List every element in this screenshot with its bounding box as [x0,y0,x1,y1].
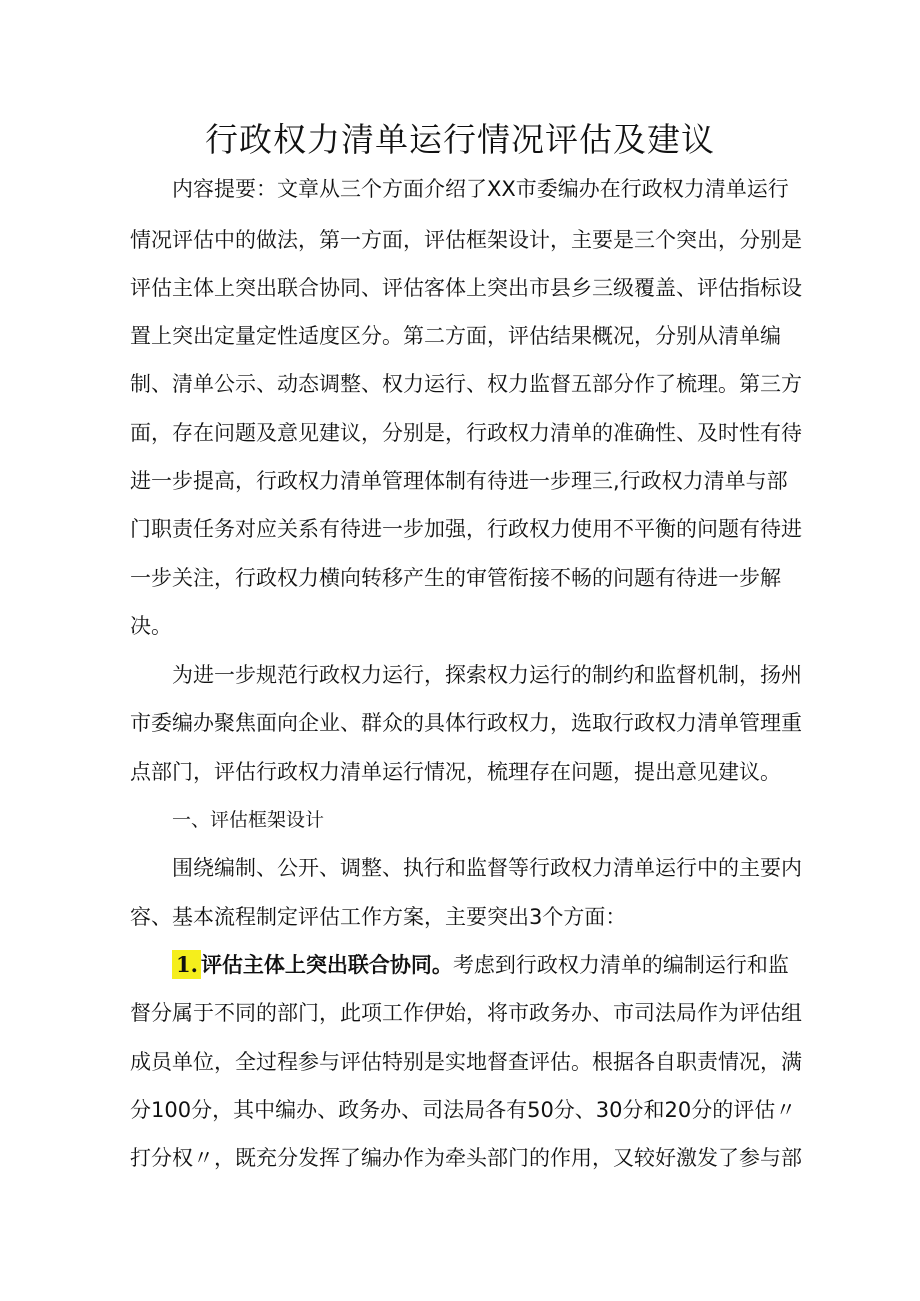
document-title: 行政权力清单运行情况评估及建议 [205,120,715,159]
abstract-line: 决。 [130,614,172,638]
abstract-line: 进一步提高，行政权力清单管理体制有待进一步理三,行政权力清单与部 [130,469,788,493]
item-first-line-rest: 考虑到行政权力清单的编制运行和监 [452,953,789,977]
item-number-highlight: 1. [172,950,201,979]
section-heading: 一、评估框架设计 [172,809,325,831]
item1-first-line [172,948,789,982]
intro-line: 市委编办聚焦面向企业、群众的具体行政权力，选取行政权力清单管理重 [130,711,802,735]
intro-line: 点部门，评估行政权力清单运行情况，梳理存在问题，提出意见建议。 [130,760,781,784]
item1-line: 打分权〃，既充分发挥了编办作为牵头部门的作用，又较好激发了参与部 [130,1146,802,1170]
abstract-line: 一步关注，行政权力横向转移产生的审管衔接不畅的问题有待进一步解 [130,566,781,590]
item1-line: 分100分，其中编办、政务办、司法局各有50分、30分和20分的评估〃 [130,1098,797,1122]
abstract-line: 置上突出定量定性适度区分。第二方面，评估结果概况，分别从清单编 [130,324,781,348]
abstract-line: 面，存在问题及意见建议，分别是，行政权力清单的准确性、及时性有待 [130,421,802,445]
item-bold-lead: 评估主体上突出联合协同。 [200,953,453,977]
section-line: 围绕编制、公开、调整、执行和监督等行政权力清单运行中的主要内 [172,856,802,880]
section-line: 容、基本流程制定评估工作方案，主要突出3个方面： [130,905,627,929]
item1-line: 督分属于不同的部门，此项工作伊始，将市政务办、市司法局作为评估组 [130,1001,802,1025]
abstract-line: 门职责任务对应关系有待进一步加强，行政权力使用不平衡的问题有待进 [130,517,802,541]
abstract-line: 制、清单公示、动态调整、权力运行、权力监督五部分作了梳理。第三方 [130,372,802,396]
item1-line: 成员单位，全过程参与评估特别是实地督查评估。根据各自职责情况，满 [130,1050,802,1074]
abstract-line: 内容提要：文章从三个方面介绍了XX市委编办在行政权力清单运行 [172,177,789,201]
abstract-line: 评估主体上突出联合协同、评估客体上突出市县乡三级覆盖、评估指标设 [130,276,802,300]
abstract-line: 情况评估中的做法，第一方面，评估框架设计，主要是三个突出，分别是 [130,228,802,252]
intro-line: 为进一步规范行政权力运行，探索权力运行的制约和监督机制，扬州 [172,663,802,687]
